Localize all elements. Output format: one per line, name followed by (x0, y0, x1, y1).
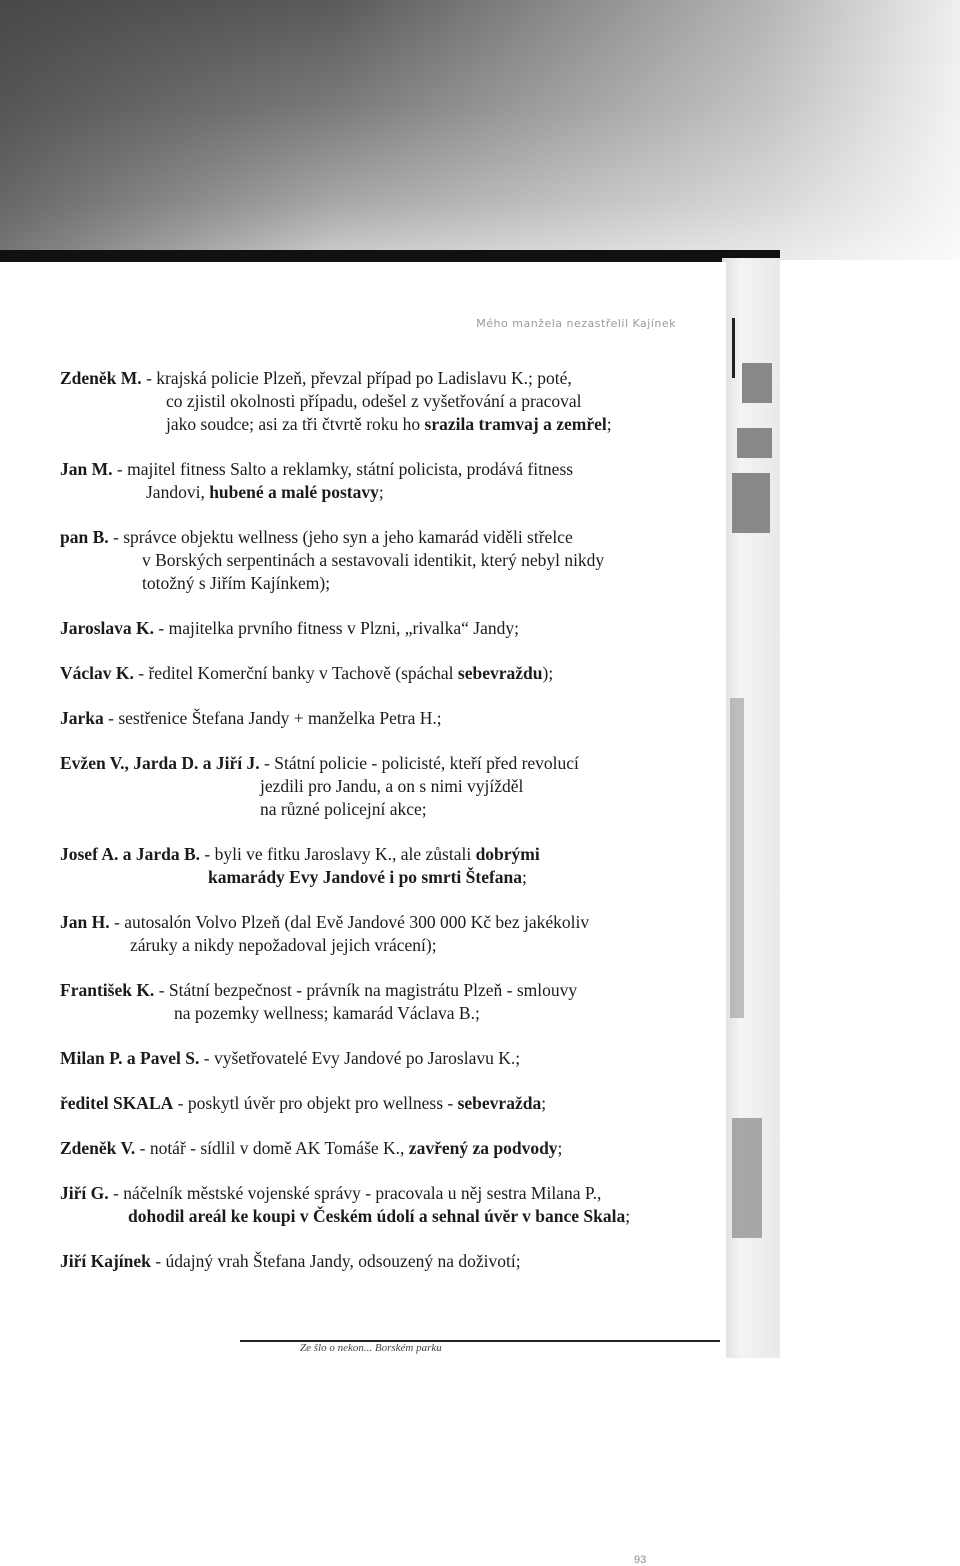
entry-first-line (60, 1137, 700, 1160)
description-text: autosalón Volvo Plzeň (dal Evě Jandové 300 000 Kč bez jakékoliv (124, 912, 590, 932)
entry-first-line (60, 1182, 700, 1205)
entry-first-line (60, 752, 700, 775)
character-list (60, 367, 700, 1295)
separator: - (199, 1048, 214, 1068)
entry-first-line (60, 526, 700, 549)
person-name: Zdeněk V. (60, 1138, 136, 1158)
separator: - (109, 912, 125, 932)
description-text: ředitel Komerční banky v Tachově (spáchal (148, 663, 458, 683)
description-text: jako soudce; asi za tři čtvrtě roku ho (166, 414, 425, 434)
entry-continuation-line (60, 934, 700, 957)
entry-continuation-line (60, 798, 700, 821)
person-name: Jaroslava K. (60, 618, 154, 638)
entry-first-line (60, 662, 700, 685)
book-page (0, 262, 726, 1566)
description-text: správce objektu wellness (jeho syn a jeho kamarád viděli střelce (123, 527, 573, 547)
entry-continuation-line (60, 1002, 700, 1025)
character-entry (60, 707, 700, 730)
person-name: Zdeněk M. (60, 368, 142, 388)
emphasized-text: srazila tramvaj a zemřel (424, 414, 607, 434)
separator: - (141, 368, 157, 388)
separator: - (154, 980, 169, 1000)
separator: - (150, 1251, 166, 1271)
description-text: ; (541, 1093, 547, 1113)
description-text: totožný s Jiřím Kajínkem); (142, 573, 331, 593)
description-text: byli ve fitku Jaroslavy K., ale zůstali (214, 844, 476, 864)
entry-continuation-line (60, 390, 700, 413)
scan-shadow (0, 0, 960, 270)
character-entry (60, 1137, 700, 1160)
character-entry (60, 752, 700, 821)
description-text: ; (557, 1138, 563, 1158)
description-text: majitelka prvního fitness v Plzni, „rivalka“ Jandy; (168, 618, 519, 638)
page-number: 93 (634, 1554, 647, 1566)
description-text: vyšetřovatelé Evy Jandové po Jaroslavu K.; (213, 1048, 521, 1068)
bottom-page-fragment: Ze šlo o nekon... Borském parku (240, 1340, 720, 1358)
description-text: ; (522, 867, 527, 887)
person-name: František K. (60, 980, 155, 1000)
description-text: sestřenice Štefana Jandy + manželka Petra H.; (118, 708, 442, 728)
separator: - (108, 527, 124, 547)
character-entry (60, 526, 700, 595)
emphasized-text: sebevraždu (457, 663, 543, 683)
person-name: Josef A. a Jarda B. (60, 844, 200, 864)
character-entry (60, 1047, 700, 1070)
description-text: ; (625, 1206, 631, 1226)
separator: - (135, 1138, 150, 1158)
entry-first-line (60, 979, 700, 1002)
emphasized-text: kamarády Evy Jandové i po smrti Štefana (208, 867, 523, 887)
separator: - (173, 1093, 188, 1113)
entry-first-line (60, 1250, 700, 1273)
description-text: poskytl úvěr pro objekt pro wellness - (187, 1093, 458, 1113)
separator: - (200, 844, 215, 864)
description-text: v Borských serpentinách a sestavovali identikit, který nebyl nikdy (142, 550, 605, 570)
entry-continuation-line (60, 775, 700, 798)
person-name: Václav K. (60, 663, 134, 683)
entry-continuation-line (60, 481, 700, 504)
entry-first-line (60, 617, 700, 640)
person-name: Evžen V., Jarda D. a Jiří J. (60, 753, 260, 773)
separator: - (112, 459, 128, 479)
person-name: ředitel SKALA (60, 1093, 174, 1113)
entry-continuation-line (60, 1205, 700, 1228)
separator: - (133, 663, 149, 683)
person-name: pan B. (60, 527, 109, 547)
character-entry (60, 458, 700, 504)
description-text: ; (378, 482, 384, 502)
description-text: Státní bezpečnost - právník na magistrátu Plzeň - smlouvy (168, 980, 578, 1000)
description-text: na různé policejní akce; (260, 799, 427, 819)
entry-continuation-line (60, 866, 700, 889)
character-entry (60, 979, 700, 1025)
description-text: údajný vrah Štefana Jandy, odsouzený na doživotí; (165, 1251, 521, 1271)
description-text: jezdili pro Jandu, a on s nimi vyjížděl (260, 776, 524, 796)
separator: - (154, 618, 169, 638)
character-entry (60, 1250, 700, 1273)
entry-continuation-line (60, 549, 700, 572)
character-entry (60, 662, 700, 685)
character-entry (60, 367, 700, 436)
separator: - (103, 708, 119, 728)
separator: - (259, 753, 275, 773)
character-entry (60, 1092, 700, 1115)
description-text: na pozemky wellness; kamarád Václava B.; (174, 1003, 480, 1023)
description-text: notář - sídlil v domě AK Tomáše K., (149, 1138, 409, 1158)
entry-first-line (60, 707, 700, 730)
entry-first-line (60, 1047, 700, 1070)
character-entry (60, 617, 700, 640)
separator: - (108, 1183, 124, 1203)
description-text: Státní policie - policisté, kteří před revolucí (274, 753, 579, 773)
emphasized-text: zavřený za podvody (408, 1138, 558, 1158)
character-entry (60, 843, 700, 889)
entry-first-line (60, 458, 700, 481)
adjacent-page-strip (722, 258, 782, 1358)
person-name: Jan M. (60, 459, 113, 479)
emphasized-text: hubené a malé postavy (209, 482, 379, 502)
entry-first-line (60, 1092, 700, 1115)
running-header: Mého manžela nezastřelil Kajínek (476, 317, 676, 330)
character-entry (60, 911, 700, 957)
scanner-background (780, 260, 960, 1358)
description-text: ); (542, 663, 554, 683)
entry-continuation-line (60, 413, 700, 436)
description-text: krajská policie Plzeň, převzal případ po Ladislavu K.; poté, (156, 368, 572, 388)
emphasized-text: dobrými (475, 844, 540, 864)
emphasized-text: dohodil areál ke koupi v Českém údolí a sehnal úvěr v bance Skala (128, 1206, 626, 1226)
description-text: ; (606, 414, 612, 434)
description-text: majitel fitness Salto a reklamky, státní policista, prodává fitness (127, 459, 574, 479)
description-text: co zjistil okolnosti případu, odešel z vyšetřování a pracoval (166, 391, 582, 411)
entry-first-line (60, 367, 700, 390)
character-entry (60, 1182, 700, 1228)
person-name: Jarka (60, 708, 104, 728)
person-name: Jiří G. (60, 1183, 109, 1203)
person-name: Milan P. a Pavel S. (60, 1048, 200, 1068)
entry-first-line (60, 843, 700, 866)
entry-continuation-line (60, 572, 700, 595)
emphasized-text: sebevražda (457, 1093, 542, 1113)
description-text: Jandovi, (146, 482, 210, 502)
description-text: náčelník městské vojenské správy - pracovala u něj sestra Milana P., (123, 1183, 602, 1203)
description-text: záruky a nikdy nepožadoval jejich vrácení); (130, 935, 437, 955)
entry-first-line (60, 911, 700, 934)
person-name: Jiří Kajínek (60, 1251, 151, 1271)
person-name: Jan H. (60, 912, 110, 932)
